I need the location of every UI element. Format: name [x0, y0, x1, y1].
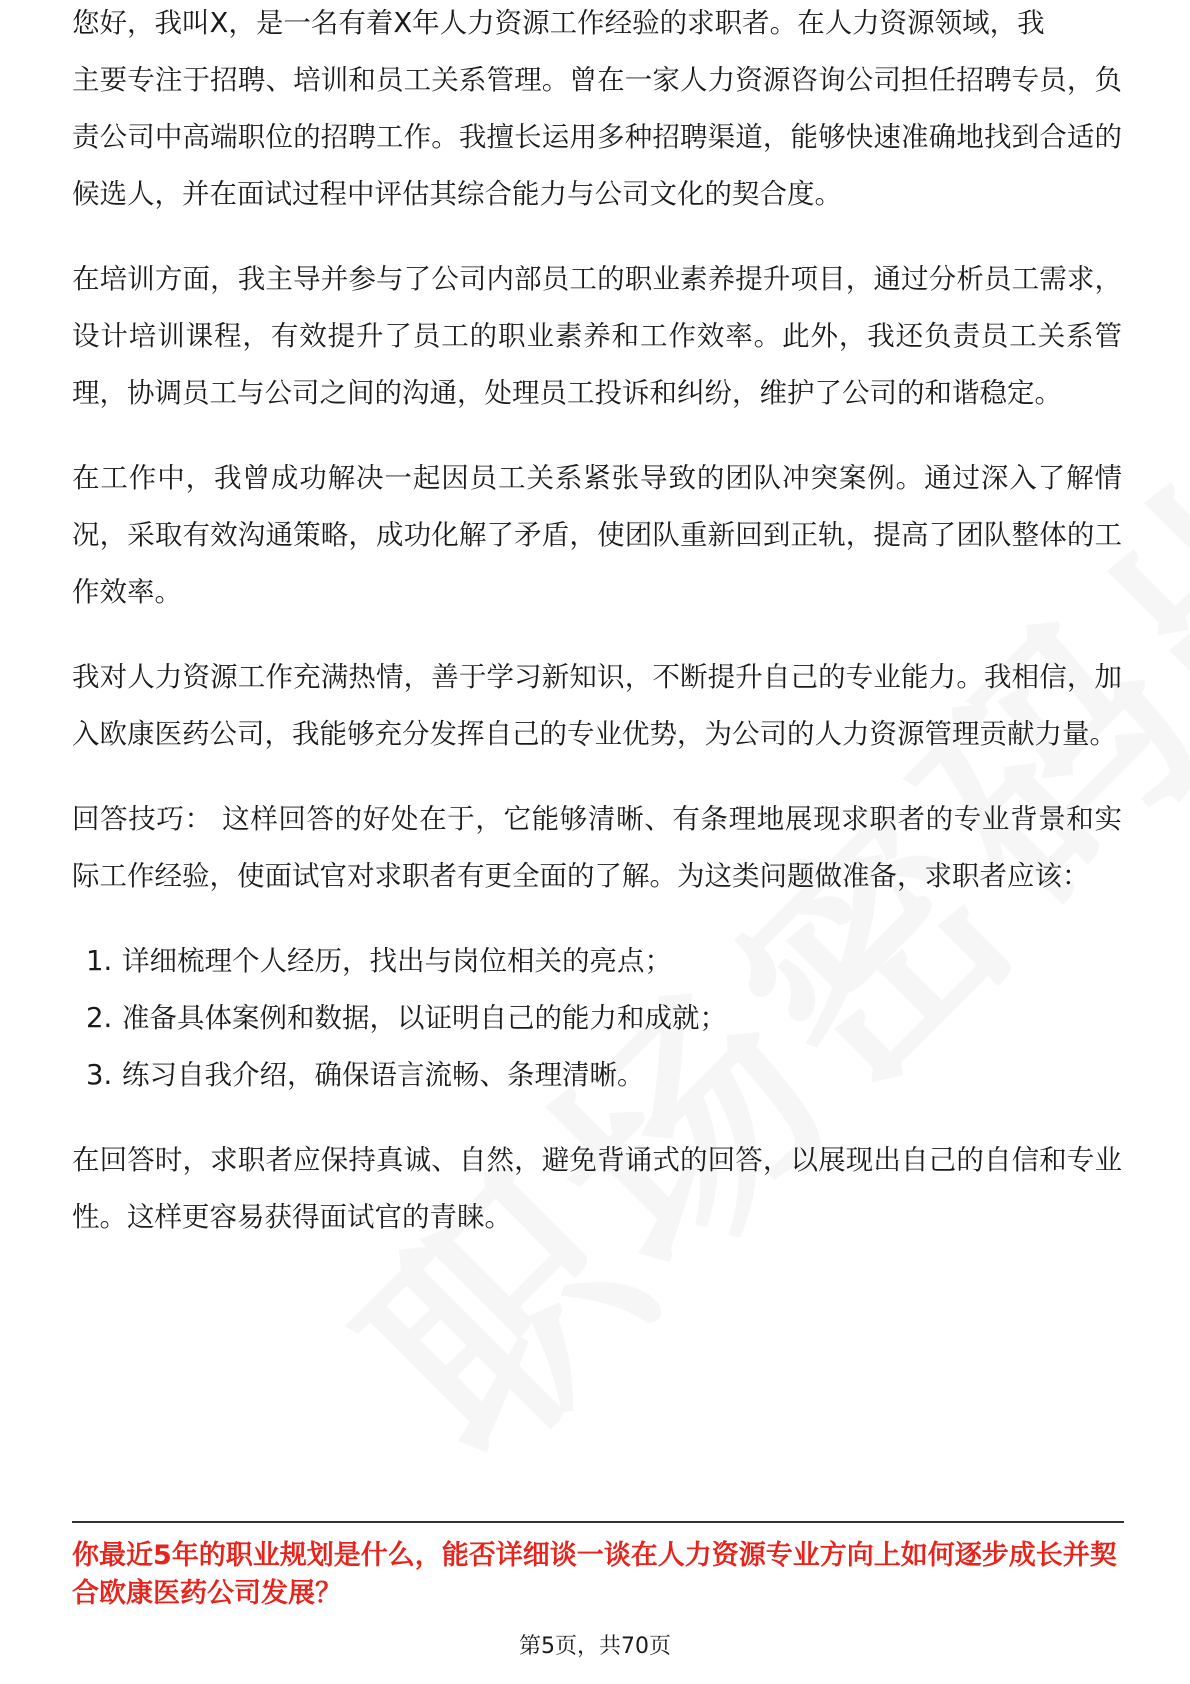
tip-text: 详细梳理个人经历，找出与岗位相关的亮点； [122, 945, 672, 977]
tip-item [72, 1047, 1122, 1104]
tip-text: 准备具体案例和数据，以证明自己的能力和成就； [122, 1002, 727, 1034]
page-number: 第5页，共70页 [519, 1634, 671, 1659]
tip-number: 2. [86, 1002, 113, 1034]
paragraph-closing: 在回答时，求职者应保持真诚、自然，避免背诵式的回答，以展现出自己的自信和专业性。这样更容易获得面试官的青睐。 [72, 1144, 1122, 1233]
cut-off-line: 您好，我叫X，是一名有着X年人力资源工作经验的求职者。在人力资源领域，我 [72, 7, 1045, 39]
paragraph-training: 在培训方面，我主导并参与了公司内部员工的职业素养提升项目，通过分析员工需求，设计培训课程，有效提升了员工的职业素养和工作效率。此外，我还负责员工关系管理，协调员工与公司之间的沟通，处理员工投诉和纠纷，维护了公司的和谐稳定。 [72, 263, 1122, 409]
tips-list [72, 933, 1122, 1104]
tip-number: 1. [86, 945, 113, 977]
tip-number: 3. [86, 1059, 113, 1091]
paragraph-tips: 回答技巧： 这样回答的好处在于，它能够清晰、有条理地展现求职者的专业背景和实际工作经验，使面试官对求职者有更全面的了解。为这类问题做准备，求职者应该： [72, 803, 1122, 892]
paragraph-passion: 我对人力资源工作充满热情，善于学习新知识，不断提升自己的专业能力。我相信，加入欧康医药公司，我能够充分发挥自己的专业优势，为公司的人力资源管理贡献力量。 [72, 661, 1122, 750]
tip-item [72, 933, 1122, 990]
answer-content [72, 7, 1122, 1274]
tip-text: 练习自我介绍，确保语言流畅、条理清晰。 [122, 1059, 645, 1091]
paragraph-case: 在工作中，我曾成功解决一起因员工关系紧张导致的团队冲突案例。通过深入了解情况，采取有效沟通策略，成功化解了矛盾，使团队重新回到正轨，提高了团队整体的工作效率。 [72, 462, 1122, 608]
next-question-heading: 你最近5年的职业规划是什么，能否详细谈一谈在人力资源专业方向上如何逐步成长并契合欧康医药公司发展？ [72, 1540, 1117, 1609]
section-divider [72, 1521, 1124, 1523]
paragraph-intro: 主要专注于招聘、培训和员工关系管理。曾在一家人力资源咨询公司担任招聘专员，负责公司中高端职位的招聘工作。我擅长运用多种招聘渠道，能够快速准确地找到合适的候选人，并在面试过程中评估其综合能力与公司文化的契合度。 [72, 64, 1122, 210]
tip-item [72, 990, 1122, 1047]
